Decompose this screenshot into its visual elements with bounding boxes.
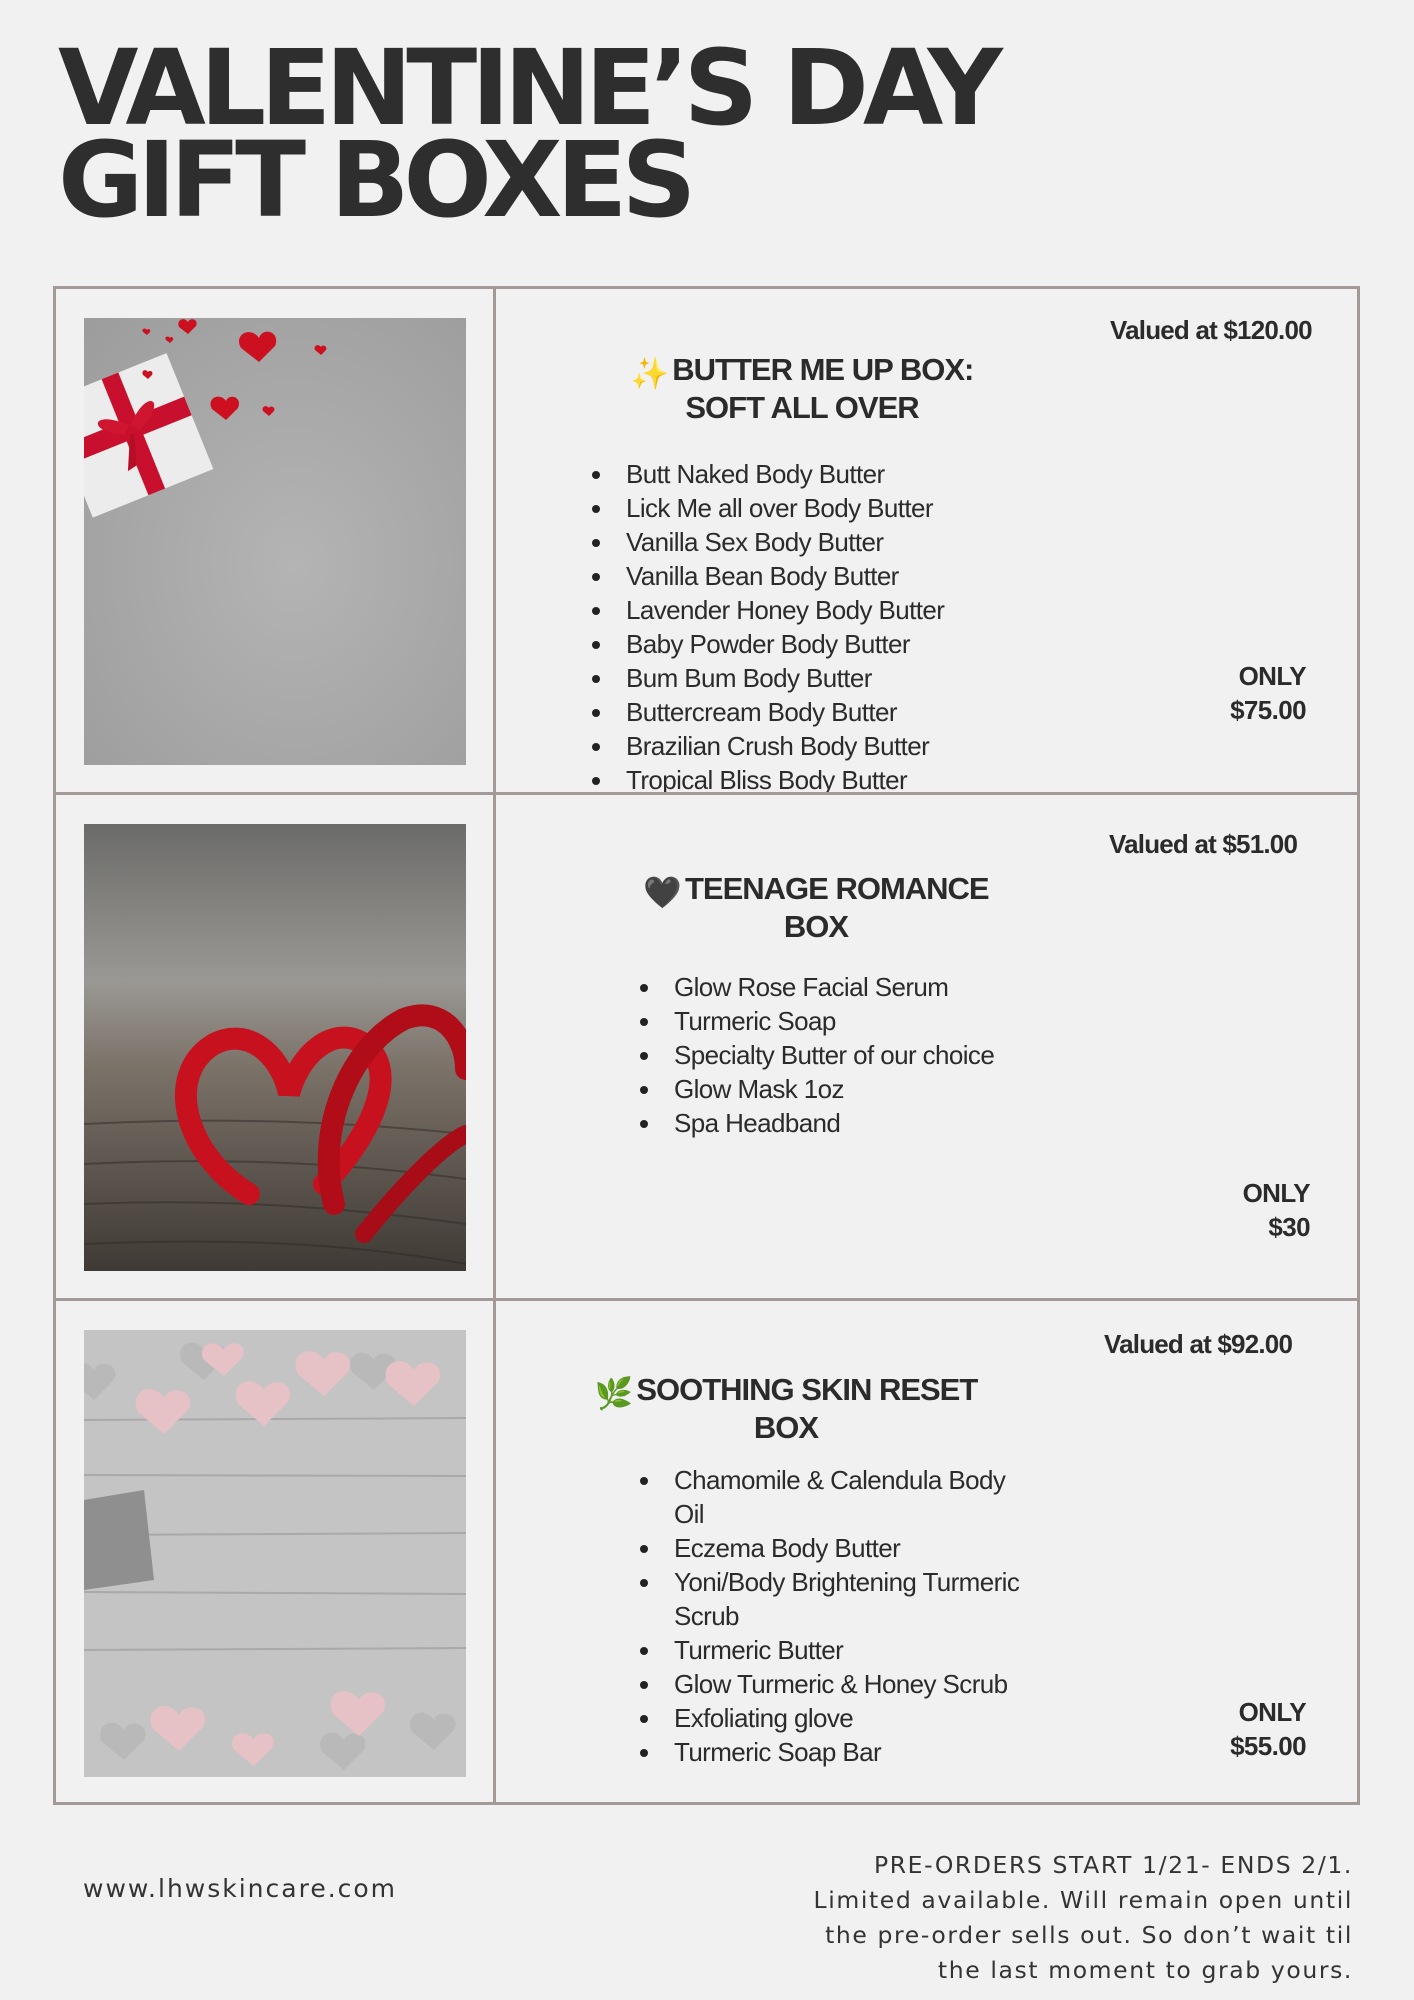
list-item: Lick Me all over Body Butter [590,491,1030,525]
preorder-note-line-4: the last moment to grab yours. [937,1956,1353,1984]
list-item: Glow Turmeric & Honey Scrub [638,1667,1038,1701]
gift-box-row-teenage-romance [56,792,1357,1301]
list-item: Tropical Bliss Body Butter [590,763,1030,797]
list-item: Exfoliating glove [638,1701,1038,1735]
only-label: ONLY [1238,661,1306,691]
list-item: Chamomile & Calendula Body Oil [638,1463,1038,1531]
price: $30 [1268,1212,1310,1242]
list-item: Vanilla Sex Body Butter [590,525,1030,559]
box-title [553,1373,1019,1445]
price-block [1176,1695,1306,1763]
list-item: Specialty Butter of our choice [638,1038,1078,1072]
ribbon-hearts-image [84,824,466,1271]
box-title-line-1: SOOTHING SKIN RESET [636,1372,978,1407]
box-item-list [590,457,1030,797]
valued-at-label: Valued at $120.00 [1110,315,1312,345]
paper-hearts-image [84,1330,466,1777]
valued-at-label: Valued at $51.00 [1109,829,1298,859]
gift-box-photo [84,318,466,765]
website-link[interactable]: www.lhwskincare.com [83,1874,398,1903]
sparkles-icon: ✨ [630,356,669,391]
box-title-line-1: BUTTER ME UP BOX: [672,352,974,387]
valued-at-label: Valued at $92.00 [1104,1329,1293,1359]
preorder-note-line-3: the pre-order sells out. So don’t wait til [825,1921,1353,1949]
column-divider [493,289,496,795]
gift-box-photo [84,1330,466,1777]
gift-and-hearts-image [84,318,466,765]
price: $55.00 [1230,1731,1306,1761]
price-block [1176,659,1306,727]
title-line-1: VALENTINE’S DAY [58,27,997,149]
preorder-note-line-2: Limited available. Will remain open until [813,1886,1353,1914]
preorder-note-line-1: PRE-ORDERS START 1/21- ENDS 2/1. [873,1851,1353,1879]
list-item: Spa Headband [638,1106,1078,1140]
price: $75.00 [1230,695,1306,725]
list-item: Yoni/Body Brightening Turmeric Scrub [638,1565,1038,1633]
box-title [572,353,1032,425]
column-divider [493,795,496,1301]
box-title-line-2: BOX [753,1410,819,1445]
box-title [596,872,1036,944]
page-title [58,27,997,241]
list-item: Butt Naked Body Butter [590,457,1030,491]
list-item: Brazilian Crush Body Butter [590,729,1030,763]
box-item-list [638,970,1078,1140]
list-item: Glow Mask 1oz [638,1072,1078,1106]
gift-box-photo [84,824,466,1271]
gift-box-row-butter-me-up [56,289,1357,795]
gift-box-row-soothing-skin-reset [56,1298,1357,1805]
title-line-2: GIFT BOXES [58,119,691,241]
list-item: Eczema Body Butter [638,1531,1038,1565]
herb-icon: 🌿 [594,1376,633,1411]
only-label: ONLY [1242,1178,1310,1208]
list-item: Turmeric Soap Bar [638,1735,1038,1769]
price-block [1176,1176,1310,1244]
box-item-list [638,1463,1038,1769]
list-item: Lavender Honey Body Butter [590,593,1030,627]
preorder-note [814,1848,1353,1988]
list-item: Buttercream Body Butter [590,695,1030,729]
only-label: ONLY [1238,1697,1306,1727]
list-item: Turmeric Butter [638,1633,1038,1667]
box-title-line-2: SOFT ALL OVER [685,390,919,425]
box-title-line-2: BOX [783,909,849,944]
list-item: Baby Powder Body Butter [590,627,1030,661]
list-item: Bum Bum Body Butter [590,661,1030,695]
box-title-line-1: TEENAGE ROMANCE [684,871,989,906]
list-item: Turmeric Soap [638,1004,1078,1038]
list-item: Glow Rose Facial Serum [638,970,1078,1004]
black-heart-icon: 🖤 [643,875,681,910]
gift-box-table [53,286,1360,1805]
list-item: Vanilla Bean Body Butter [590,559,1030,593]
column-divider [493,1301,496,1805]
